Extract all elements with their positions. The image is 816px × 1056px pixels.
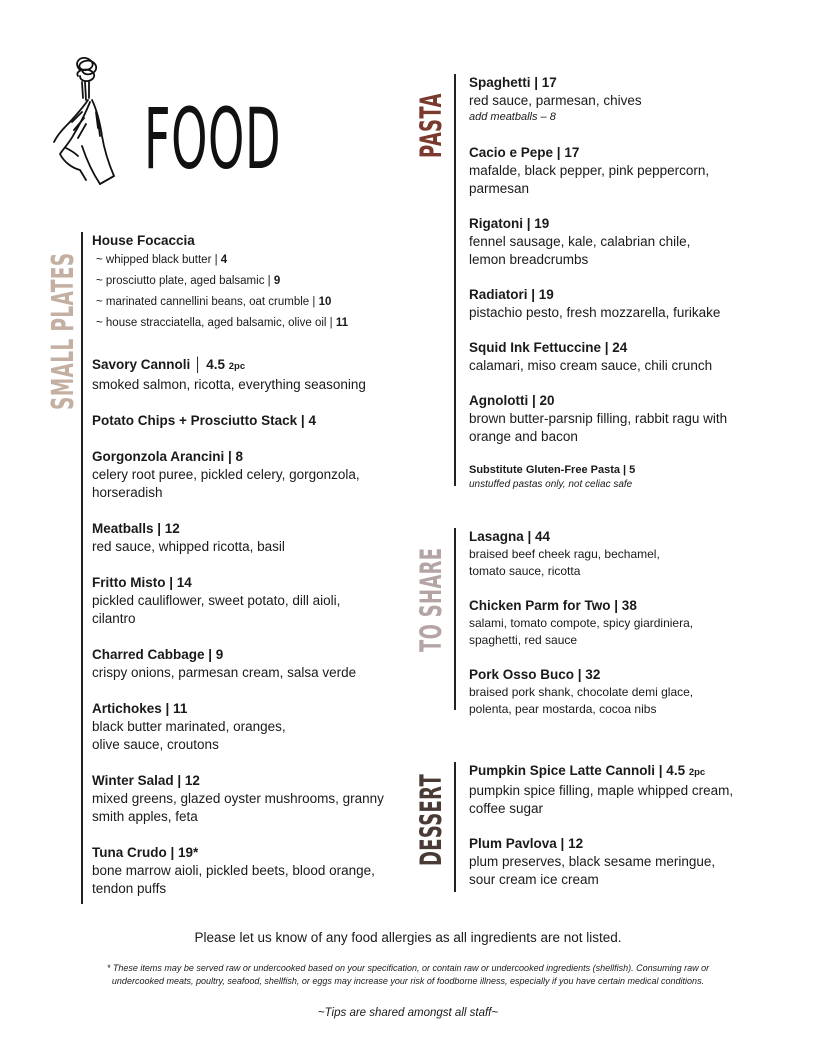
item-name: Tuna Crudo | 19*: [92, 845, 199, 860]
menu-item-arancini: [92, 448, 402, 502]
item-description: salami, tomato compote, spicy giardiniera, spaghetti, red sauce: [469, 616, 694, 647]
item-description: celery root puree, pickled celery, gorgonzola, horseradish: [92, 467, 360, 500]
item-name: Squid Ink Fettuccine | 24: [469, 340, 628, 355]
allergy-notice: Please let us know of any food allergies as all ingredients are not listed.: [194, 930, 622, 945]
gluten-free-option: [469, 463, 779, 492]
item-description: smoked salmon, ricotta, everything seasoning: [92, 377, 366, 392]
item-unit: 2pc: [688, 767, 706, 778]
dessert-section: [469, 762, 779, 889]
menu-item-pumpkin-cannoli: [469, 762, 779, 818]
item-description: calamari, miso cream sauce, chili crunch: [469, 358, 713, 373]
menu-item-focaccia: [92, 232, 402, 334]
item-name: Agnolotti | 20: [469, 393, 555, 408]
item-name: Spaghetti | 17: [469, 75, 557, 90]
item-name: Meatballs | 12: [92, 521, 180, 536]
item-description: fennel sausage, kale, calabrian chile, lemon breadcrumbs: [469, 234, 691, 267]
menu-item-agnolotti: [469, 392, 779, 446]
to-share-divider: [454, 528, 456, 710]
item-name: Lasagna | 44: [469, 529, 551, 544]
menu-item-cacio-e-pepe: [469, 144, 779, 198]
tips-notice: ~Tips are shared amongst all staff~: [317, 1007, 499, 1019]
page-title: FOOD: [144, 90, 282, 188]
item-name: Substitute Gluten-Free Pasta | 5: [469, 464, 636, 476]
item-description: plum preserves, black sesame meringue, sour cream ice cream: [469, 854, 716, 887]
item-name: Gorgonzola Arancini | 8: [92, 449, 244, 464]
menu-item-fritto-misto: [92, 574, 402, 628]
menu-item-charred-cabbage: [92, 646, 402, 682]
menu-item-tuna-crudo: [92, 844, 402, 898]
menu-item-meatballs: [92, 520, 402, 556]
section-label-to-share: TO SHARE: [414, 547, 448, 652]
small-plates-divider: [81, 232, 83, 904]
item-note: add meatballs – 8: [469, 111, 556, 123]
item-name: Radiatori | 19: [469, 287, 554, 302]
menu-item-spaghetti: [469, 74, 779, 125]
item-name: Rigatoni | 19: [469, 216, 550, 231]
menu-item-plum-pavlova: [469, 835, 779, 889]
menu-item-savory-cannoli: [92, 356, 402, 394]
item-description: brown butter-parsnip filling, rabbit ragu with orange and bacon: [469, 411, 728, 444]
item-description: red sauce, parmesan, chives: [469, 93, 642, 108]
item-name: Potato Chips + Prosciutto Stack | 4: [92, 413, 316, 428]
item-name: Charred Cabbage | 9: [92, 647, 224, 662]
raw-food-disclaimer: * These items may be served raw or undercooked based on your specification, or contain raw or undercooked ingredients (shellfish). Consuming raw or undercooked meats, poultry, seafood, shellfish, or eggs may increase your risk of foodborne illness, especially if you have certain medical conditions.: [106, 963, 710, 986]
focaccia-option: ~ prosciutto plate, aged balsamic | 9: [96, 275, 281, 287]
menu-item-chicken-parm: [469, 597, 779, 649]
section-label-small-plates: SMALL PLATES: [46, 252, 81, 410]
menu-item-pork-osso-buco: [469, 666, 779, 718]
item-description: braised beef cheek ragu, bechamel, tomato sauce, ricotta: [469, 547, 660, 578]
menu-item-potato-chips: [92, 412, 402, 430]
item-description: crispy onions, parmesan cream, salsa verde: [92, 665, 357, 680]
to-share-section: [469, 528, 779, 718]
item-name: Savory Cannoli │ 4.5: [92, 357, 225, 372]
item-name: Fritto Misto | 14: [92, 575, 192, 590]
menu-item-winter-salad: [92, 772, 402, 826]
item-description: black butter marinated, oranges, olive sauce, croutons: [92, 719, 286, 752]
item-name: Cacio e Pepe | 17: [469, 145, 580, 160]
focaccia-option: ~ marinated cannellini beans, oat crumble | 10: [96, 296, 332, 308]
focaccia-option: ~ whipped black butter | 4: [96, 254, 228, 266]
menu-item-rigatoni: [469, 215, 779, 269]
item-description: mafalde, black pepper, pink peppercorn, parmesan: [469, 163, 710, 196]
menu-item-squid-ink-fettuccine: [469, 339, 779, 375]
item-description: pistachio pesto, fresh mozzarella, furikake: [469, 305, 721, 320]
item-name: House Focaccia: [92, 233, 195, 248]
item-description: pumpkin spice filling, maple whipped cream, coffee sugar: [469, 783, 734, 816]
item-description: bone marrow aioli, pickled beets, blood orange, tendon puffs: [92, 863, 375, 896]
item-name: Artichokes | 11: [92, 701, 188, 716]
item-description: mixed greens, glazed oyster mushrooms, granny smith apples, feta: [92, 791, 384, 824]
item-note: unstuffed pastas only, not celiac safe: [469, 479, 633, 490]
item-unit: 2pc: [228, 361, 246, 372]
small-plates-section: [92, 232, 402, 898]
pasta-section: [469, 74, 779, 492]
section-label-dessert: DESSERT: [414, 773, 448, 866]
item-name: Chicken Parm for Two | 38: [469, 598, 637, 613]
section-label-pasta: PASTA: [414, 93, 448, 158]
menu-item-radiatori: [469, 286, 779, 322]
item-name: Pumpkin Spice Latte Cannoli | 4.5: [469, 763, 686, 778]
pasta-divider: [454, 74, 456, 486]
item-description: pickled cauliflower, sweet potato, dill aioli, cilantro: [92, 593, 341, 626]
item-description: braised pork shank, chocolate demi glace, polenta, pear mostarda, cocoa nibs: [469, 685, 694, 716]
menu-item-artichokes: [92, 700, 402, 754]
item-name: Plum Pavlova | 12: [469, 836, 584, 851]
dessert-divider: [454, 762, 456, 892]
item-name: Winter Salad | 12: [92, 773, 200, 788]
menu-item-lasagna: [469, 528, 779, 580]
item-name: Pork Osso Buco | 32: [469, 667, 601, 682]
focaccia-option: ~ house stracciatella, aged balsamic, olive oil | 11: [96, 317, 349, 329]
item-description: red sauce, whipped ricotta, basil: [92, 539, 285, 554]
